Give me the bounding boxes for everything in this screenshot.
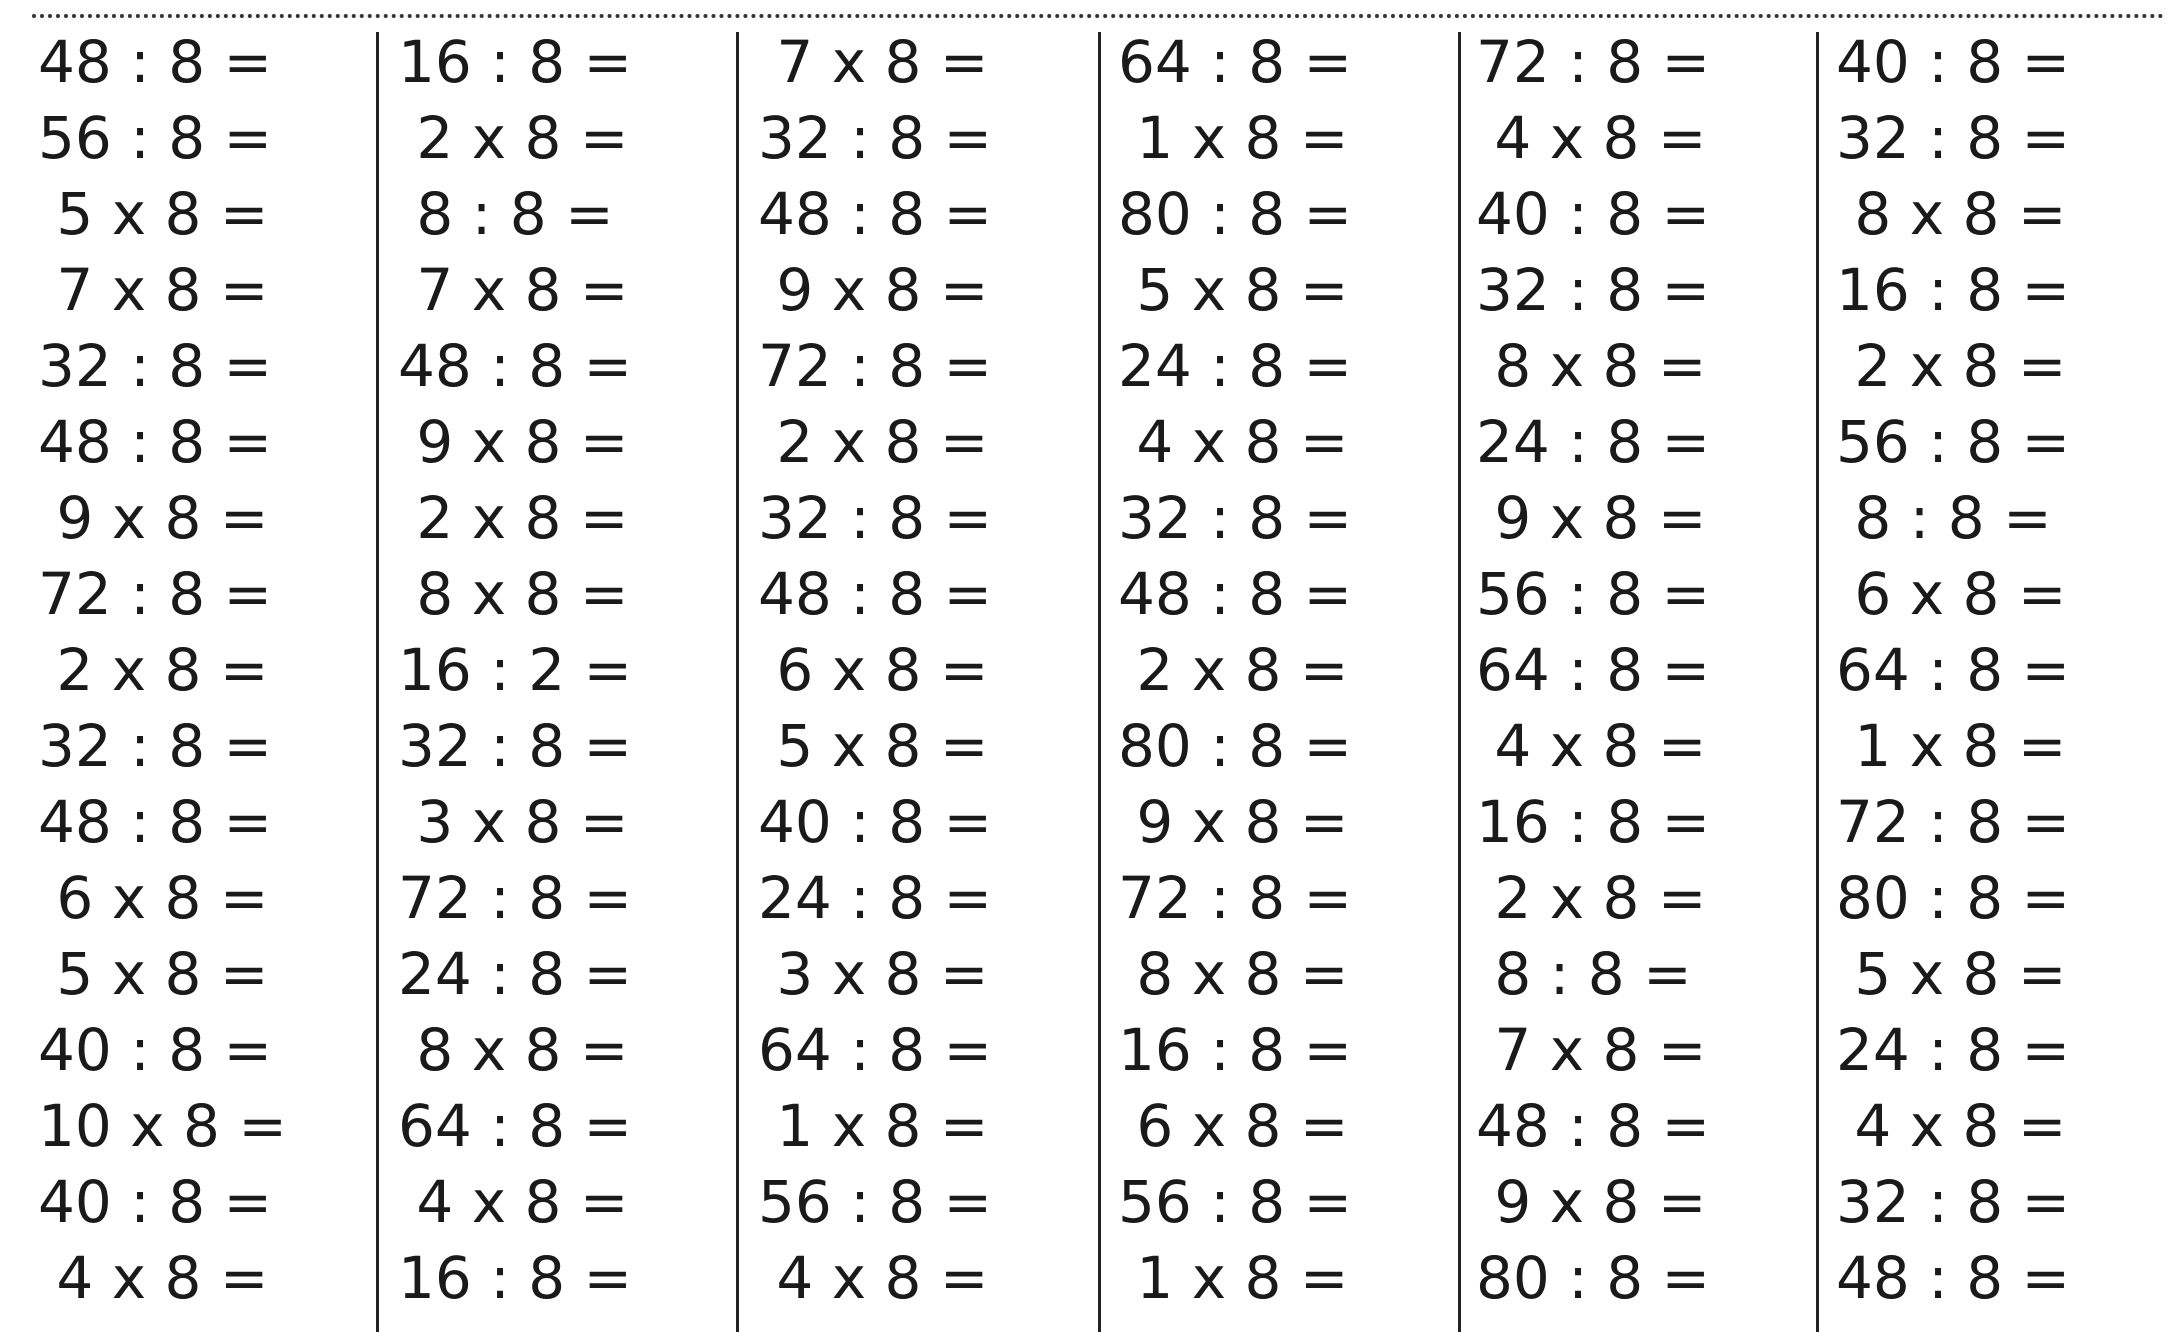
exercise-item: 9 x 8 = bbox=[1118, 788, 1349, 856]
exercise-item: 4 x 8 = bbox=[758, 1244, 989, 1312]
exercise-item: 2 x 8 = bbox=[758, 408, 989, 476]
exercise-item: 8 : 8 = bbox=[1836, 484, 2052, 552]
exercise-item: 48 : 8 = bbox=[38, 408, 273, 476]
exercise-item: 32 : 8 = bbox=[1476, 256, 1711, 324]
exercise-item: 2 x 8 = bbox=[398, 484, 629, 552]
exercise-item: 8 x 8 = bbox=[398, 560, 629, 628]
exercise-item: 6 x 8 = bbox=[1118, 1092, 1349, 1160]
exercise-item: 48 : 8 = bbox=[1118, 560, 1353, 628]
exercise-item: 7 x 8 = bbox=[398, 256, 629, 324]
exercise-item: 40 : 8 = bbox=[38, 1016, 273, 1084]
exercise-item: 16 : 8 = bbox=[398, 28, 633, 96]
column-divider bbox=[376, 32, 379, 1332]
dotted-top-rule bbox=[32, 14, 2165, 18]
exercise-item: 6 x 8 = bbox=[1836, 560, 2067, 628]
exercise-item: 2 x 8 = bbox=[398, 104, 629, 172]
exercise-item: 48 : 8 = bbox=[758, 180, 993, 248]
exercise-item: 72 : 8 = bbox=[398, 864, 633, 932]
exercise-column-5 bbox=[1476, 24, 1816, 1316]
exercise-item: 1 x 8 = bbox=[1118, 104, 1349, 172]
exercise-item: 32 : 8 = bbox=[1836, 1168, 2071, 1236]
exercise-item: 40 : 8 = bbox=[38, 1168, 273, 1236]
exercise-item: 40 : 8 = bbox=[1836, 28, 2071, 96]
exercise-item: 9 x 8 = bbox=[1476, 1168, 1707, 1236]
exercise-column-4 bbox=[1118, 24, 1458, 1316]
exercise-item: 7 x 8 = bbox=[758, 28, 989, 96]
column-divider bbox=[1098, 32, 1101, 1332]
exercise-item: 10 x 8 = bbox=[38, 1092, 287, 1160]
exercise-item: 32 : 8 = bbox=[38, 712, 273, 780]
exercise-item: 5 x 8 = bbox=[38, 180, 269, 248]
column-divider bbox=[736, 32, 739, 1332]
exercise-item: 4 x 8 = bbox=[398, 1168, 629, 1236]
exercise-item: 48 : 8 = bbox=[38, 28, 273, 96]
exercise-item: 56 : 8 = bbox=[1476, 560, 1711, 628]
exercise-item: 16 : 8 = bbox=[1476, 788, 1711, 856]
exercise-item: 48 : 8 = bbox=[1836, 1244, 2071, 1312]
exercise-item: 64 : 8 = bbox=[758, 1016, 993, 1084]
exercise-item: 4 x 8 = bbox=[1476, 104, 1707, 172]
exercise-item: 1 x 8 = bbox=[1118, 1244, 1349, 1312]
exercise-item: 16 : 8 = bbox=[1118, 1016, 1353, 1084]
exercise-item: 72 : 8 = bbox=[1476, 28, 1711, 96]
exercise-item: 72 : 8 = bbox=[38, 560, 273, 628]
exercise-item: 5 x 8 = bbox=[1118, 256, 1349, 324]
exercise-item: 9 x 8 = bbox=[758, 256, 989, 324]
exercise-item: 4 x 8 = bbox=[1476, 712, 1707, 780]
column-divider bbox=[1816, 32, 1819, 1332]
exercise-item: 32 : 8 = bbox=[398, 712, 633, 780]
exercise-item: 64 : 8 = bbox=[398, 1092, 633, 1160]
exercise-item: 24 : 8 = bbox=[398, 940, 633, 1008]
exercise-item: 48 : 8 = bbox=[1476, 1092, 1711, 1160]
exercise-item: 2 x 8 = bbox=[1118, 636, 1349, 704]
exercise-item: 6 x 8 = bbox=[38, 864, 269, 932]
exercise-item: 80 : 8 = bbox=[1118, 712, 1353, 780]
exercise-item: 32 : 8 = bbox=[758, 484, 993, 552]
exercise-item: 7 x 8 = bbox=[1476, 1016, 1707, 1084]
exercise-item: 3 x 8 = bbox=[758, 940, 989, 1008]
exercise-item: 8 : 8 = bbox=[1476, 940, 1692, 1008]
exercise-item: 48 : 8 = bbox=[758, 560, 993, 628]
exercise-item: 80 : 8 = bbox=[1118, 180, 1353, 248]
exercise-item: 56 : 8 = bbox=[758, 1168, 993, 1236]
exercise-item: 9 x 8 = bbox=[38, 484, 269, 552]
exercise-item: 6 x 8 = bbox=[758, 636, 989, 704]
exercise-item: 5 x 8 = bbox=[38, 940, 269, 1008]
exercise-column-3 bbox=[758, 24, 1098, 1316]
exercise-item: 80 : 8 = bbox=[1836, 864, 2071, 932]
exercise-item: 4 x 8 = bbox=[38, 1244, 269, 1312]
exercise-item: 8 x 8 = bbox=[398, 1016, 629, 1084]
exercise-item: 64 : 8 = bbox=[1836, 636, 2071, 704]
exercise-item: 8 x 8 = bbox=[1476, 332, 1707, 400]
exercise-item: 56 : 8 = bbox=[1836, 408, 2071, 476]
exercise-item: 1 x 8 = bbox=[1836, 712, 2067, 780]
exercise-item: 24 : 8 = bbox=[1476, 408, 1711, 476]
exercise-item: 24 : 8 = bbox=[1836, 1016, 2071, 1084]
exercise-item: 48 : 8 = bbox=[38, 788, 273, 856]
exercise-column-2 bbox=[398, 24, 738, 1316]
exercise-item: 9 x 8 = bbox=[398, 408, 629, 476]
exercise-item: 16 : 8 = bbox=[398, 1244, 633, 1312]
exercise-item: 32 : 8 = bbox=[38, 332, 273, 400]
exercise-item: 16 : 2 = bbox=[398, 636, 633, 704]
exercise-item: 24 : 8 = bbox=[1118, 332, 1353, 400]
exercise-item: 16 : 8 = bbox=[1836, 256, 2071, 324]
exercise-column-6 bbox=[1836, 24, 2165, 1316]
exercise-item: 56 : 8 = bbox=[1118, 1168, 1353, 1236]
exercise-item: 1 x 8 = bbox=[758, 1092, 989, 1160]
exercise-item: 8 x 8 = bbox=[1118, 940, 1349, 1008]
exercise-item: 24 : 8 = bbox=[758, 864, 993, 932]
column-divider bbox=[1458, 32, 1461, 1332]
exercise-item: 32 : 8 = bbox=[1118, 484, 1353, 552]
exercise-item: 4 x 8 = bbox=[1836, 1092, 2067, 1160]
exercise-item: 56 : 8 = bbox=[38, 104, 273, 172]
exercise-item: 8 : 8 = bbox=[398, 180, 614, 248]
exercise-item: 2 x 8 = bbox=[1476, 864, 1707, 932]
exercise-item: 5 x 8 = bbox=[1836, 940, 2067, 1008]
exercise-item: 7 x 8 = bbox=[38, 256, 269, 324]
exercise-item: 2 x 8 = bbox=[1836, 332, 2067, 400]
exercise-item: 72 : 8 = bbox=[758, 332, 993, 400]
exercise-item: 80 : 8 = bbox=[1476, 1244, 1711, 1312]
exercise-item: 64 : 8 = bbox=[1118, 28, 1353, 96]
exercise-item: 40 : 8 = bbox=[1476, 180, 1711, 248]
exercise-item: 4 x 8 = bbox=[1118, 408, 1349, 476]
exercise-item: 72 : 8 = bbox=[1118, 864, 1353, 932]
exercise-column-1 bbox=[38, 24, 378, 1316]
exercise-item: 32 : 8 = bbox=[758, 104, 993, 172]
exercise-item: 48 : 8 = bbox=[398, 332, 633, 400]
exercise-item: 72 : 8 = bbox=[1836, 788, 2071, 856]
exercise-item: 2 x 8 = bbox=[38, 636, 269, 704]
exercise-item: 5 x 8 = bbox=[758, 712, 989, 780]
exercise-item: 3 x 8 = bbox=[398, 788, 629, 856]
exercise-item: 32 : 8 = bbox=[1836, 104, 2071, 172]
exercise-item: 9 x 8 = bbox=[1476, 484, 1707, 552]
exercise-item: 40 : 8 = bbox=[758, 788, 993, 856]
exercise-item: 8 x 8 = bbox=[1836, 180, 2067, 248]
exercise-item: 64 : 8 = bbox=[1476, 636, 1711, 704]
